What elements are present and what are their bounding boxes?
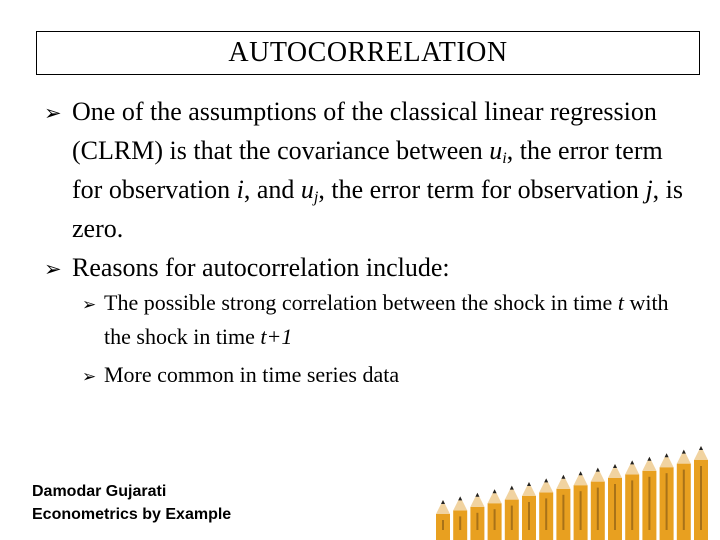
pencil-icon [642, 457, 656, 540]
arrow-bullet-icon: ➢ [44, 257, 62, 281]
footer-author: Damodar Gujarati [32, 483, 167, 500]
pencil-icon [436, 500, 450, 540]
footer-book-title: Econometrics by Example [32, 506, 232, 523]
bullet-item-reasons: ➢ Reasons for autocorrelation include: [44, 248, 694, 287]
title-box [36, 31, 700, 75]
pencil-icon [539, 478, 553, 540]
pencil-icon [694, 446, 708, 540]
pencil-icon [625, 460, 639, 540]
footer-credit [32, 480, 231, 526]
sub-bullet-item-shock: ➢ The possible strong correlation between the shock in time t with the shock in time t+1 [82, 290, 669, 349]
pencil-icon [574, 471, 588, 540]
bullet-item-assumption: ➢ One of the assumptions of the classical linear regression (CLRM) is that the covariance between $u_i$, the error term for observation i, and $u_j$, the error term for observation j, is zero. [44, 92, 694, 248]
pencils-image [434, 436, 720, 540]
bullet-list [44, 92, 694, 287]
pencil-icon [470, 493, 484, 540]
sub-bullet-list [82, 286, 682, 396]
pencil-icon [677, 450, 691, 540]
slide-title: AUTOCORRELATION [228, 37, 508, 68]
pencil-icon [608, 464, 622, 540]
pencil-icon [660, 453, 674, 540]
arrow-bullet-icon: ➢ [44, 101, 62, 125]
sub-bullet-item-time-series: ➢ More common in time series data [82, 358, 682, 392]
arrow-bullet-icon: ➢ [82, 295, 97, 315]
pencil-icon [488, 489, 502, 540]
pencil-icon [556, 475, 570, 540]
pencil-icon [505, 486, 519, 540]
pencil-icon [522, 482, 536, 540]
pencil-icon [591, 468, 605, 540]
pencil-icon [453, 496, 467, 540]
arrow-bullet-icon: ➢ [82, 367, 97, 387]
